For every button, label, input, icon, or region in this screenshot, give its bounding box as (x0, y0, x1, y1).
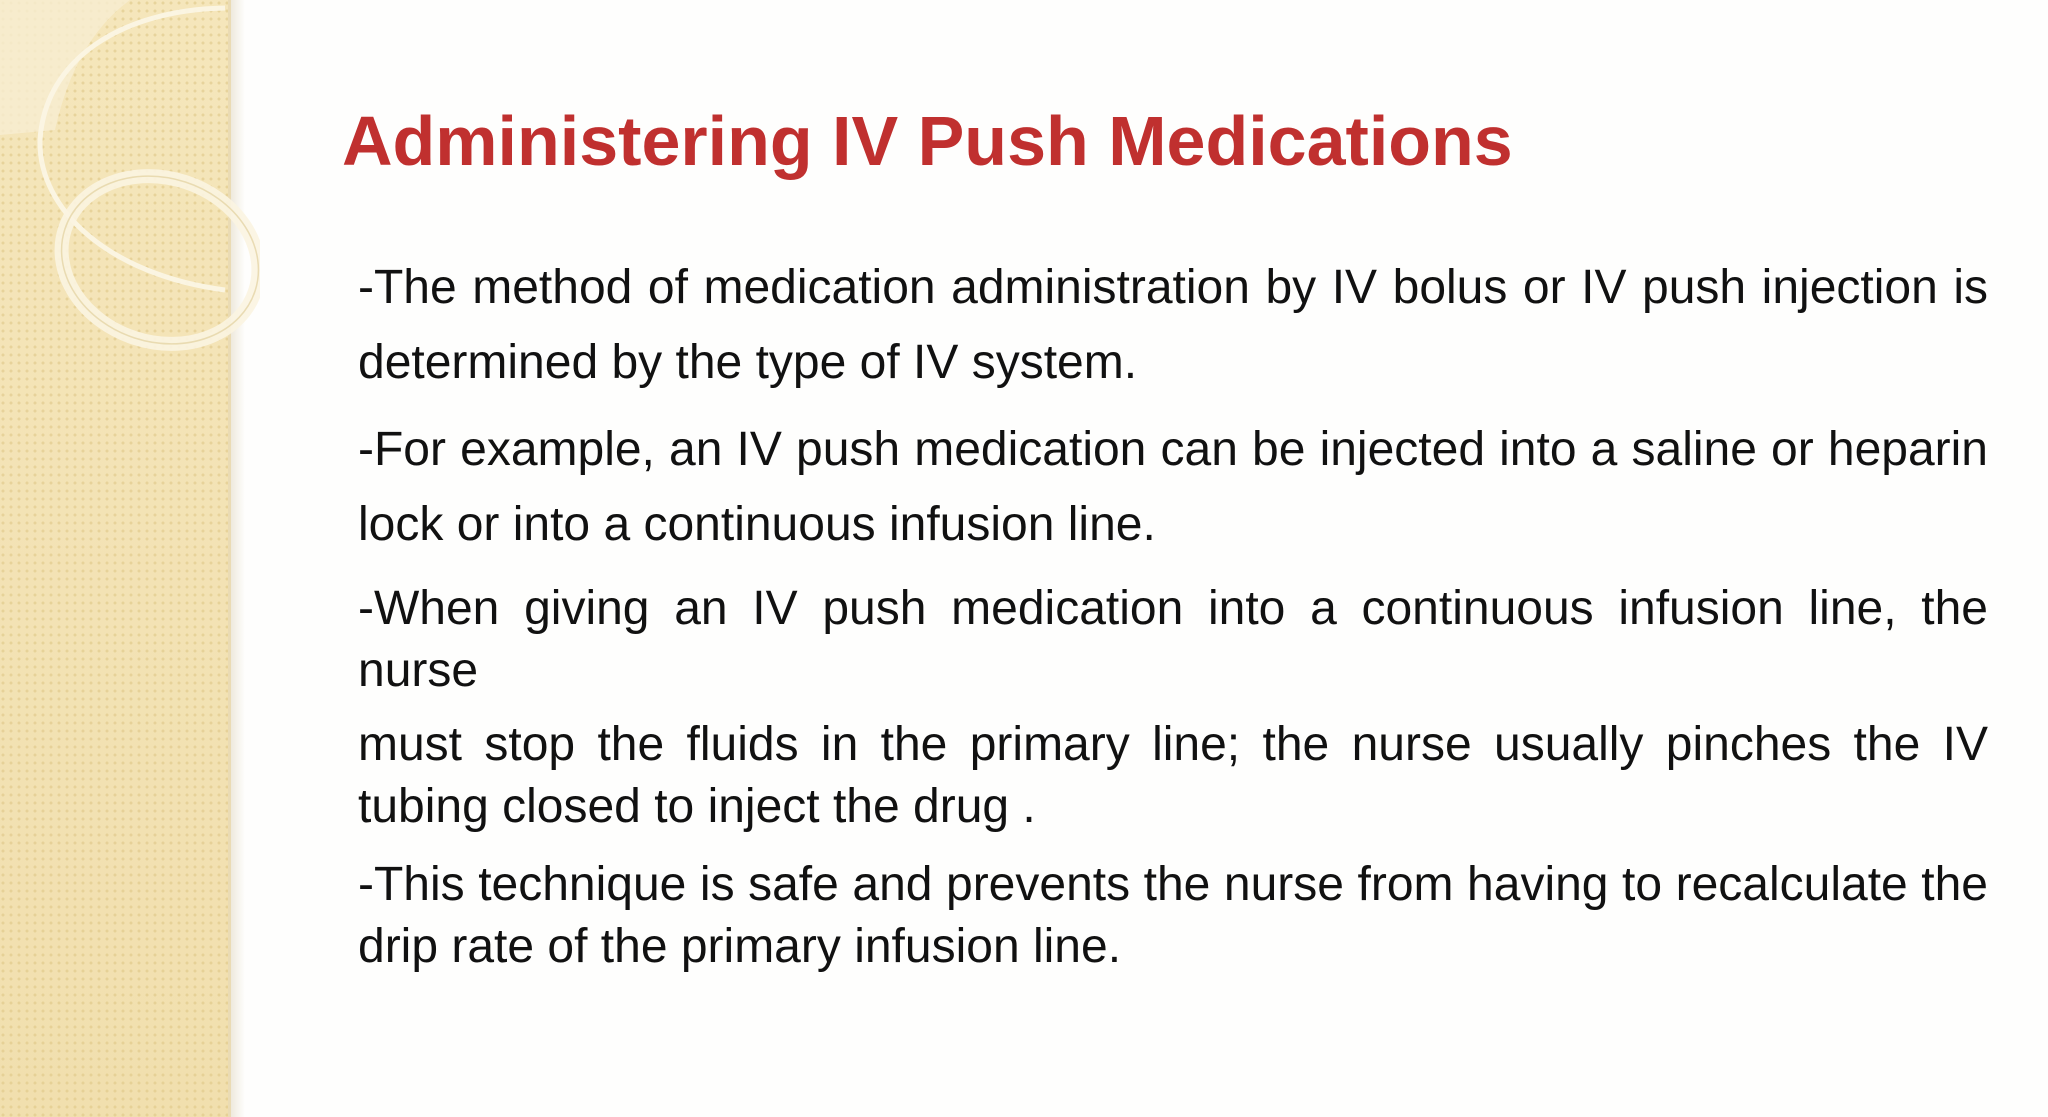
paragraph-example: -For example, an IV push medication can be injected into a saline or heparin lock or into a continuous infusion line. (358, 423, 1988, 551)
slide-title: Administering IV Push Medications (342, 102, 1513, 180)
ornament-ring (40, 151, 260, 369)
paragraph-continuous-infusion: -When giving an IV push medication into a continuous infusion line, the nurse (358, 582, 1988, 697)
paragraph-stop-fluids: must stop the fluids in the primary line; the nurse usually pinches the IV tubing closed to inject the drug . (358, 718, 1988, 833)
ornament-light-patch (0, 0, 130, 135)
decorative-ring-ornament (0, 0, 260, 420)
paragraph-iv-method: -The method of medication administration by IV bolus or IV push injection is determined by the type of IV system. (358, 261, 1988, 389)
paragraph-technique-safe: -This technique is safe and prevents the nurse from having to recalculate the drip rate of the primary infusion line. (358, 858, 1988, 973)
slide-body (358, 250, 1988, 978)
